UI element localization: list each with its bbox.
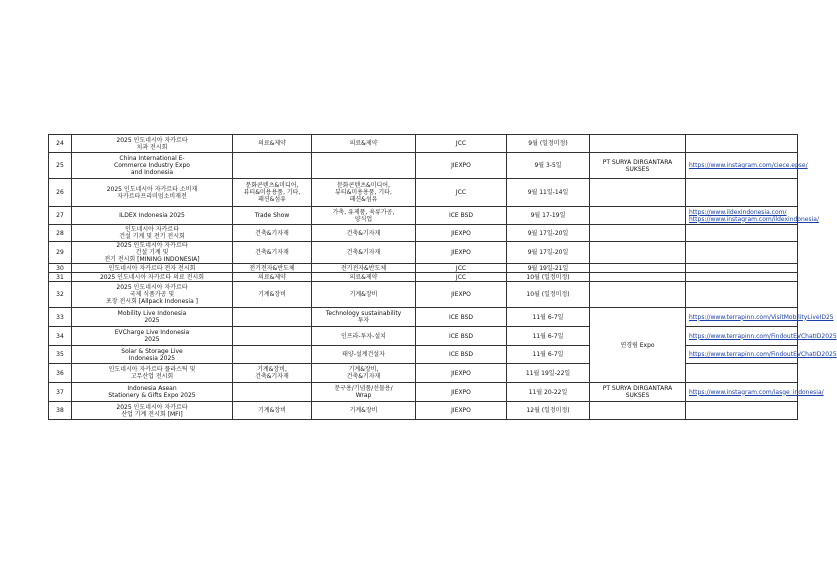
date: 12월 (일정미정)	[507, 402, 590, 420]
industry-category: 건축&기자재	[233, 242, 312, 264]
table-row	[49, 364, 798, 383]
row-number: 31	[49, 273, 72, 282]
website-link[interactable]: https://www.terrapinn.com/FindoutEVChatID2025	[689, 351, 837, 358]
date: 11월 6-7일	[507, 308, 590, 327]
industry-category: 의료&제약	[233, 135, 312, 153]
product-category: 의료&제약	[312, 273, 416, 282]
organizer: 연경림 Expo	[590, 308, 686, 383]
industry-category	[233, 383, 312, 402]
venue: ICE BSD	[416, 327, 507, 346]
product-category: 건축&기자재	[312, 225, 416, 242]
table-row	[49, 207, 798, 225]
website-links	[686, 308, 834, 327]
exhibition-name: Mobility Live Indonesia 2025	[72, 308, 233, 327]
industry-category	[233, 153, 312, 179]
venue: JCC	[416, 135, 507, 153]
venue: ICE BSD	[416, 346, 507, 364]
website-link[interactable]: https://www.instagram.com/ildexindonesia/	[689, 215, 819, 223]
table-row	[49, 153, 798, 179]
website-link[interactable]: https://www.instagram.com/iasge_indonesia/	[689, 388, 824, 396]
venue: ICE BSD	[416, 207, 507, 225]
row-number: 29	[49, 242, 72, 264]
website-links	[686, 264, 798, 273]
organizer	[590, 135, 686, 153]
website-links	[686, 282, 798, 308]
table-row	[49, 282, 798, 308]
product-category: 문화콘텐츠&미디어, 뷰티&미용용품, 기타, 패션&섬유	[312, 179, 416, 207]
date: 9월 3-5일	[507, 153, 590, 179]
date: 9월 11일-14일	[507, 179, 590, 207]
product-category: 의료&제약	[312, 135, 416, 153]
product-category	[312, 153, 416, 179]
industry-category: 문화콘텐츠&미디어, 뷰티&미용용품, 기타, 패션&섬유	[233, 179, 312, 207]
organizer	[590, 264, 686, 273]
website-links	[686, 225, 798, 242]
venue: JIEXPO	[416, 225, 507, 242]
website-links	[686, 346, 837, 364]
website-links	[686, 207, 819, 225]
row-number: 28	[49, 225, 72, 242]
venue: JIEXPO	[416, 402, 507, 420]
date: 9월 17-19일	[507, 207, 590, 225]
exhibition-name: 인도네시아 자카르타 플라스틱 및 고무산업 전시회	[72, 364, 233, 383]
product-category: 가축, 유제품, 육류가공, 양식업	[312, 207, 416, 225]
organizer	[590, 402, 686, 420]
industry-category: 기계&장비, 건축&기자재	[233, 364, 312, 383]
product-category: 전기전자&반도체	[312, 264, 416, 273]
exhibition-name: ILDEX Indonesia 2025	[72, 207, 233, 225]
exhibition-name: 2025 인도네시아 자카르타 산업 기계 전시회 [MFI]	[72, 402, 233, 420]
date: 11월 20-22일	[507, 383, 590, 402]
website-link[interactable]: https://www.terrapinn.com/FindoutEVChatID2025	[689, 332, 837, 340]
website-links	[686, 242, 798, 264]
website-links	[686, 327, 837, 346]
table-row	[49, 327, 798, 346]
row-number: 38	[49, 402, 72, 420]
website-links	[686, 383, 824, 402]
venue: JIEXPO	[416, 282, 507, 308]
date: 9월 19일-21일	[507, 264, 590, 273]
website-links	[686, 153, 808, 179]
exhibition-name: Indonesia Asean Stationery & Gifts Expo 2025	[72, 383, 233, 402]
industry-category: 의료&제약	[233, 273, 312, 282]
row-number: 36	[49, 364, 72, 383]
row-number: 30	[49, 264, 72, 273]
row-number: 37	[49, 383, 72, 402]
date: 10월 (일정미정)	[507, 282, 590, 308]
table-body	[49, 135, 837, 420]
table-row	[49, 225, 798, 242]
exhibition-name: 2025 인도네시아 자카르타 국제 식품가공 및 포장 전시회 [Allpack Indonesia ]	[72, 282, 233, 308]
table-row	[49, 383, 798, 402]
exhibition-name: Solar & Storage Live Indonesia 2025	[72, 346, 233, 364]
organizer	[590, 242, 686, 264]
product-category: 태양-설계건설자	[312, 346, 416, 364]
industry-category: Trade Show	[233, 207, 312, 225]
table-row	[49, 273, 798, 282]
exhibition-name: 인도네시아 자카르타 전자 전시회	[72, 264, 233, 273]
row-number: 25	[49, 153, 72, 179]
website-links	[686, 135, 798, 153]
organizer	[590, 273, 686, 282]
exhibition-name: 2025 인도네시아 자카르타 의료 전시회	[72, 273, 233, 282]
venue: JCC	[416, 179, 507, 207]
exhibition-name: 2025 인도네시아 자카르타 치과 전시회	[72, 135, 233, 153]
organizer	[590, 282, 686, 308]
product-category: 인프라-투자-설치	[312, 327, 416, 346]
industry-category: 기계&장비	[233, 402, 312, 420]
date: 9월 (일정미정)	[507, 135, 590, 153]
website-links	[686, 273, 798, 282]
venue: JIEXPO	[416, 364, 507, 383]
date: 11월 6-7일	[507, 346, 590, 364]
website-link[interactable]: https://www.instagram.com/ciece.epse/	[689, 162, 808, 169]
table-row	[49, 264, 798, 273]
organizer	[590, 179, 686, 207]
product-category: Technology sustainability 투자	[312, 308, 416, 327]
row-number: 24	[49, 135, 72, 153]
organizer	[590, 207, 686, 225]
venue: JCC	[416, 264, 507, 273]
exhibition-name: 2025 인도네시아 자카르타 건설 기계 및 전기 전시회 [MINING INDONESIA]	[72, 242, 233, 264]
exhibition-table	[48, 134, 837, 420]
table-row	[49, 242, 798, 264]
product-category: 기계&장비, 건축&기자재	[312, 364, 416, 383]
exhibition-name: 2025 인도네시아 자카르타 소비재 자카르타프리미엄소비재전	[72, 179, 233, 207]
organizer	[590, 225, 686, 242]
row-number: 32	[49, 282, 72, 308]
date: 11월 19일-22일	[507, 364, 590, 383]
product-category: 기계&장비	[312, 282, 416, 308]
date: 9월 17일-20일	[507, 242, 590, 264]
table-row	[49, 346, 798, 364]
industry-category	[233, 327, 312, 346]
product-category: 문구용/기념품/선물용/ Wrap	[312, 383, 416, 402]
row-number: 26	[49, 179, 72, 207]
industry-category	[233, 346, 312, 364]
venue: JIEXPO	[416, 242, 507, 264]
product-category: 기계&장비	[312, 402, 416, 420]
organizer: PT SURYA DIRGANTARA SUKSES	[590, 383, 686, 402]
venue: JCC	[416, 273, 507, 282]
industry-category	[233, 308, 312, 327]
row-number: 33	[49, 308, 72, 327]
industry-category: 건축&기자재	[233, 225, 312, 242]
venue: ICE BSD	[416, 308, 507, 327]
product-category: 건축&기자재	[312, 242, 416, 264]
website-links	[686, 179, 798, 207]
website-link[interactable]: https://www.ildexindonesia.com/	[689, 208, 787, 216]
organizer: PT SURYA DIRGANTARA SUKSES	[590, 153, 686, 179]
row-number: 27	[49, 207, 72, 225]
row-number: 35	[49, 346, 72, 364]
table-row	[49, 402, 798, 420]
table-row	[49, 179, 798, 207]
venue: JIEXPO	[416, 153, 507, 179]
table-row	[49, 135, 798, 153]
exhibition-name: 인도네시아 자카르타 건설 기계 및 전기 전시회	[72, 225, 233, 242]
industry-category: 기계&장비	[233, 282, 312, 308]
venue: JIEXPO	[416, 383, 507, 402]
exhibition-name: EVCharge Live Indonesia 2025	[72, 327, 233, 346]
row-number: 34	[49, 327, 72, 346]
date: 11월 6-7일	[507, 327, 590, 346]
website-links	[686, 364, 798, 383]
date: 10월 (일정미정)	[507, 273, 590, 282]
website-link[interactable]: https://www.terrapinn.com/VisitMobilityLiveID25	[689, 313, 834, 321]
website-links	[686, 402, 798, 420]
exhibition-name: China International E- Commerce Industry Expo and Indonesia	[72, 153, 233, 179]
industry-category: 전기전자&반도체	[233, 264, 312, 273]
date: 9월 17일-20일	[507, 225, 590, 242]
table-row	[49, 308, 798, 327]
